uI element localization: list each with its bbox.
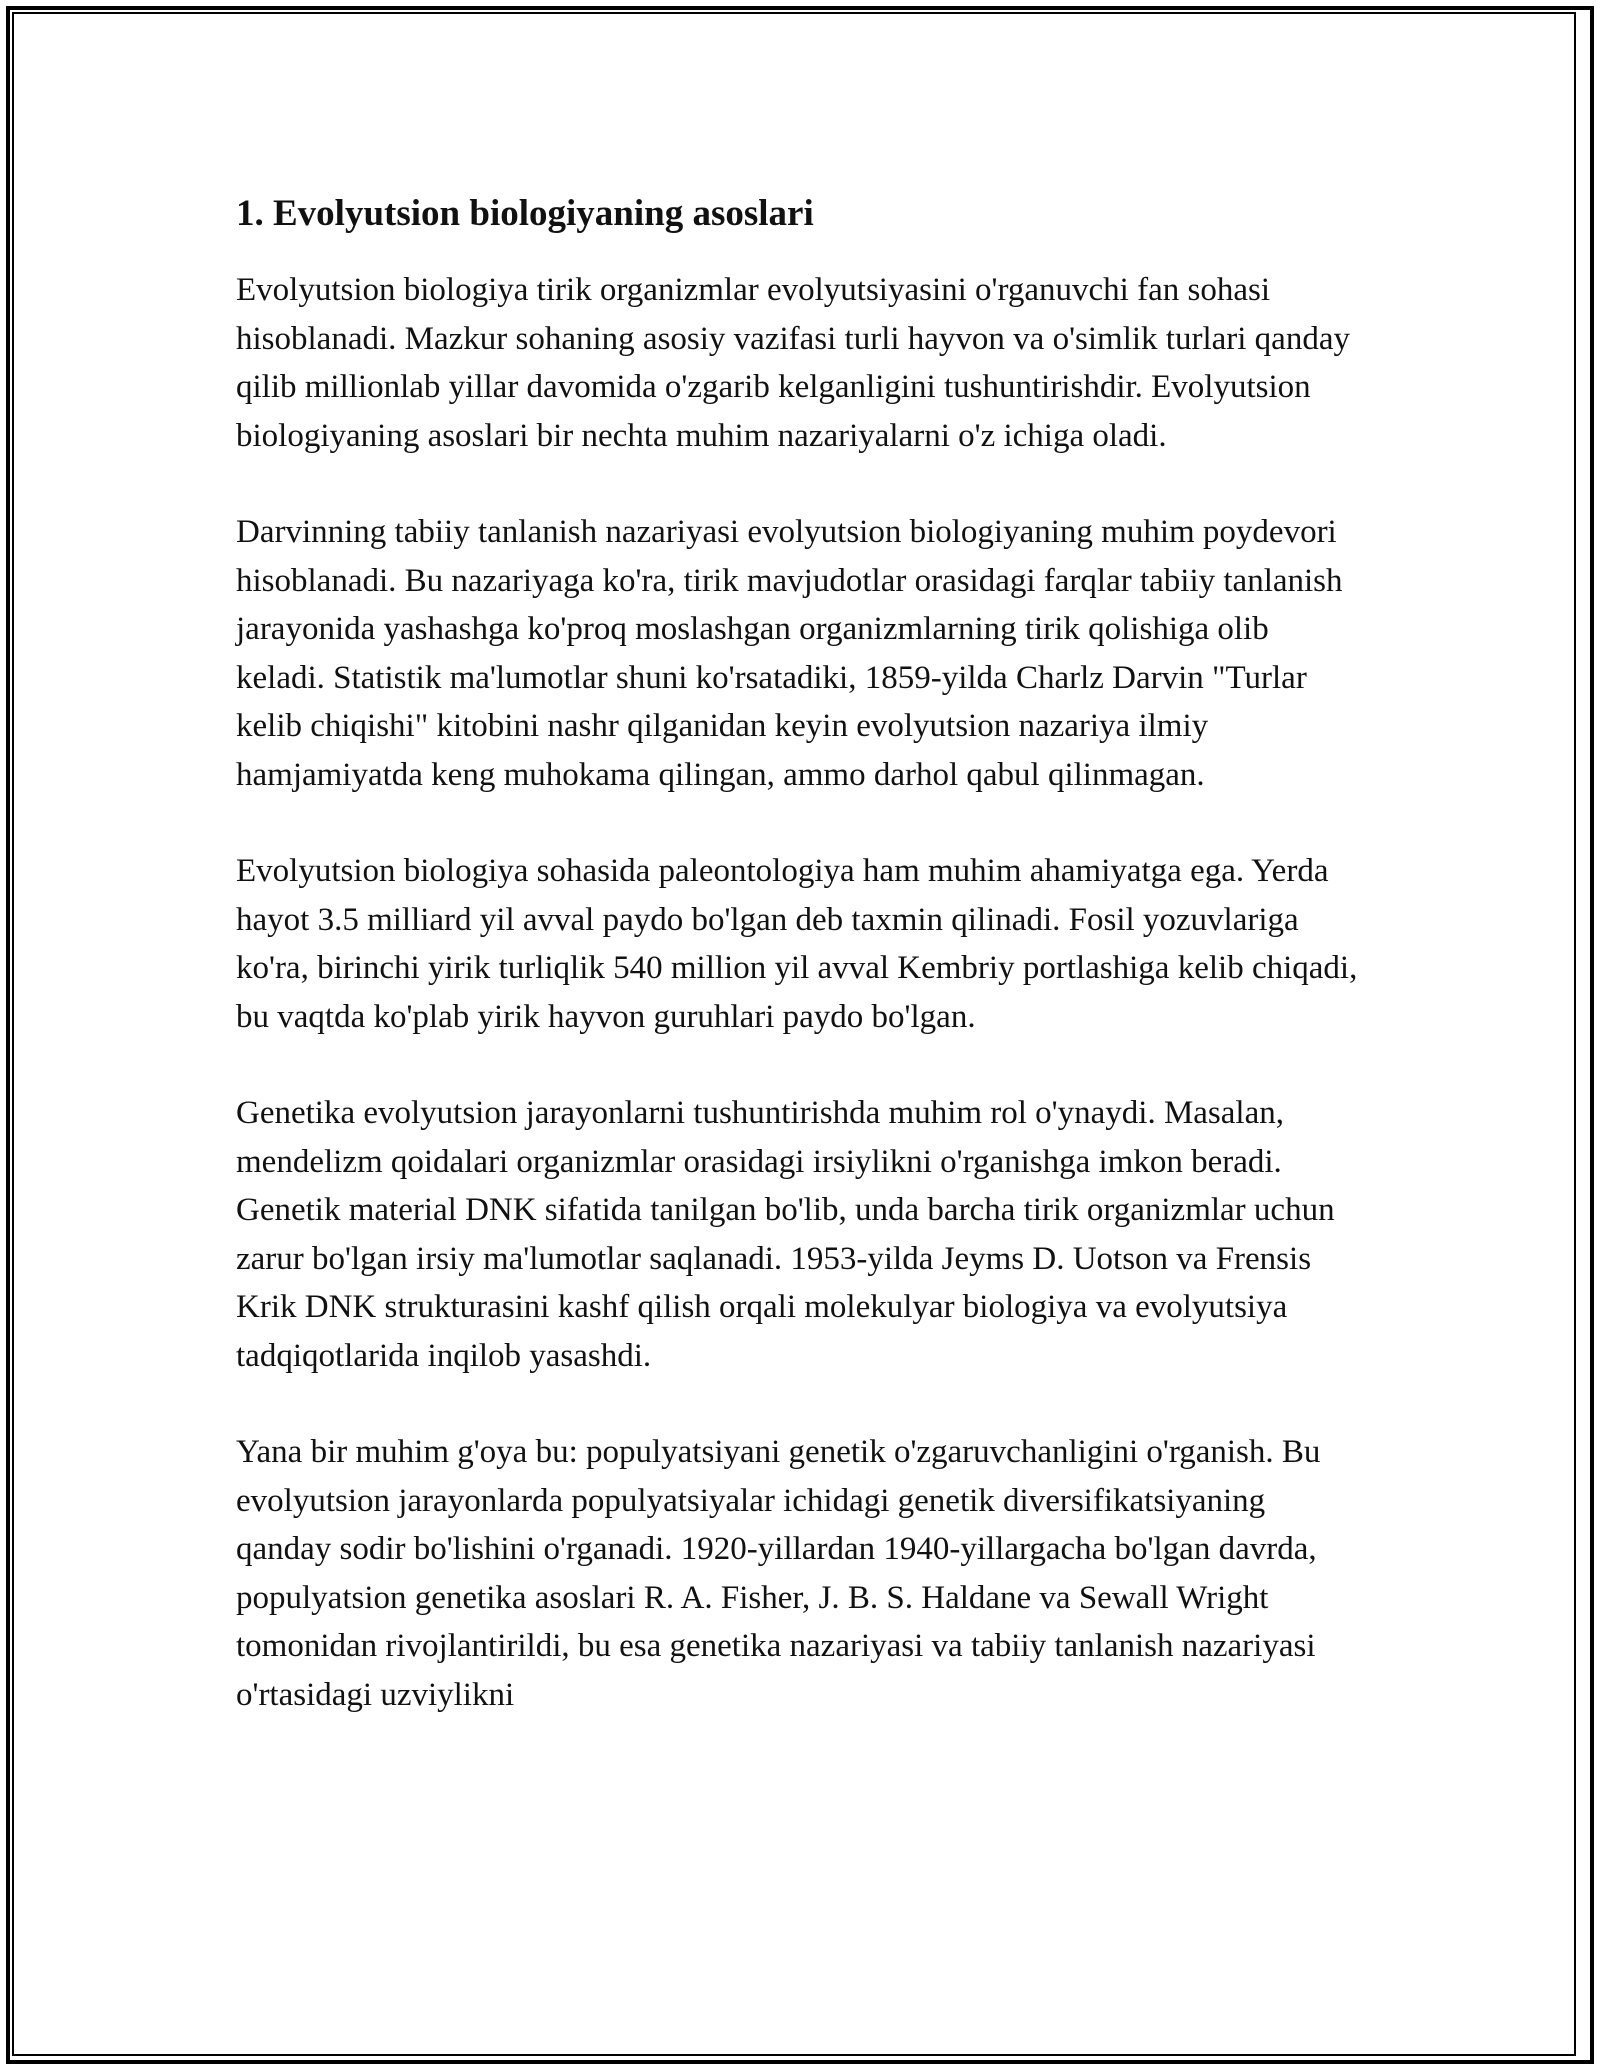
document-body	[236, 186, 1364, 1719]
paragraph-paleontology: Evolyutsion biologiya sohasida paleontologiya ham muhim ahamiyatga ega. Yerda hayot 3.5 milliard yil avval paydo bo'lgan deb taxmin qilinadi. Fosil yozuvlariga ko'ra, birinchi yirik turliqlik 540 million yil avval Kembriy portlashiga kelib chiqadi, bu vaqtda ko'plab yirik hayvon guruhlari paydo bo'lgan.	[236, 853, 1358, 1035]
paragraph-intro: Evolyutsion biologiya tirik organizmlar evolyutsiyasini o'rganuvchi fan sohasi hisoblanadi. Mazkur sohaning asosiy vazifasi turli hayvon va o'simlik turlari qanday qilib millionlab yillar davomida o'zgarib kelganligini tushuntirishdir. Evolyutsion biologiyaning asoslari bir nechta muhim nazariyalarni o'z ichiga oladi.	[236, 272, 1350, 454]
paragraph-darwin: Darvinning tabiiy tanlanish nazariyasi evolyutsion biologiyaning muhim poydevori hisoblanadi. Bu nazariyaga ko'ra, tirik mavjudotlar orasidagi farqlar tabiiy tanlanish jarayonida yashashga ko'proq moslashgan organizmlarning tirik qolishiga olib keladi. Statistik ma'lumotlar shuni ko'rsatadiki, 1859-yilda Charlz Darvin "Turlar kelib chiqishi" kitobini nashr qilganidan keyin evolyutsion nazariya ilmiy hamjamiyatda keng muhokama qilingan, ammo darhol qabul qilinmagan.	[236, 514, 1343, 793]
section-heading: 1. Evolyutsion biologiyaning asoslari	[236, 193, 814, 234]
paragraph-population-genetics: Yana bir muhim g'oya bu: populyatsiyani genetik o'zgaruvchanligini o'rganish. Bu evolyutsion jarayonlarda populyatsiyalar ichidagi genetik diversifikatsiyaning qanday sodir bo'lishini o'rganadi. 1920-yillardan 1940-yillargacha bo'lgan davrda, populyatsion genetika asoslari R. A. Fisher, J. B. S. Haldane va Sewall Wright tomonidan rivojlantirildi, bu esa genetika nazariyasi va tabiiy tanlanish nazariyasi o'rtasidagi uzviylikni	[236, 1434, 1321, 1713]
paragraph-genetics: Genetika evolyutsion jarayonlarni tushuntirishda muhim rol o'ynaydi. Masalan, mendelizm qoidalari organizmlar orasidagi irsiylikni o'rganishga imkon beradi. Genetik material DNK sifatida tanilgan bo'lib, unda barcha tirik organizmlar uchun zarur bo'lgan irsiy ma'lumotlar saqlanadi. 1953-yilda Jeyms D. Uotson va Frensis Krik DNK strukturasini kashf qilish orqali molekulyar biologiya va evolyutsiya tadqiqotlarida inqilob yasashdi.	[236, 1095, 1335, 1374]
